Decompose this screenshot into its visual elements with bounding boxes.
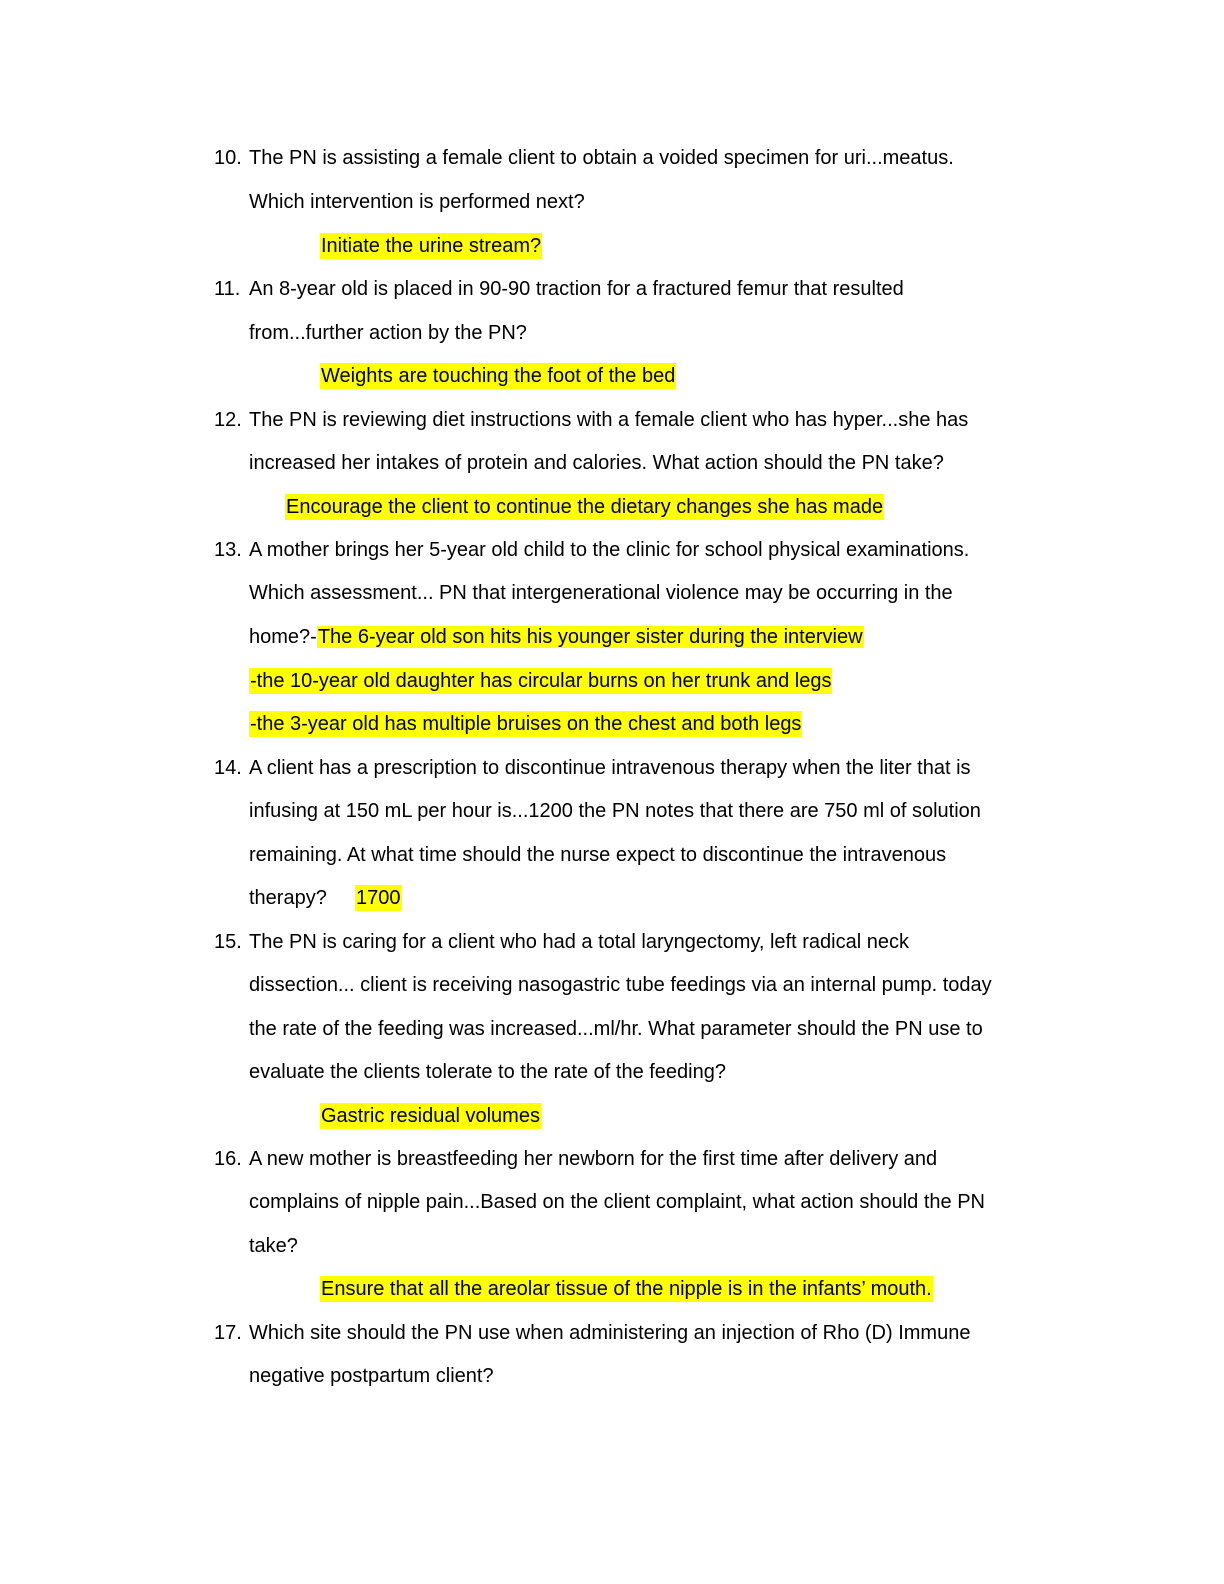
question-text-line: Which site should the PN use when administering an injection of Rho (D) Immune (249, 1322, 971, 1344)
highlighted-answer: -the 3-year old has multiple bruises on the chest and both legs (250, 713, 802, 735)
question-text-line: The PN is caring for a client who had a total laryngectomy, left radical neck (249, 931, 909, 953)
question-text-line: evaluate the clients tolerate to the rate of the feeding? (249, 1061, 726, 1083)
question-text-line: The PN is reviewing diet instructions with a female client who has hyper...she has (249, 409, 969, 431)
question-number: 12. (214, 409, 242, 431)
highlighted-answer: 1700 (356, 887, 401, 909)
highlighted-answer: Initiate the urine stream? (321, 235, 542, 257)
question-text-line: increased her intakes of protein and calories. What action should the PN take? (249, 452, 944, 474)
question-text-line: A client has a prescription to discontinue intravenous therapy when the liter that is (249, 757, 971, 779)
question-text-line: A mother brings her 5-year old child to the clinic for school physical examinations. (249, 539, 970, 561)
question-text-line: complains of nipple pain...Based on the client complaint, what action should the PN (249, 1191, 985, 1213)
question-text-line: infusing at 150 mL per hour is...1200 the PN notes that there are 750 ml of solution (249, 800, 981, 822)
question-text-line: An 8-year old is placed in 90-90 traction for a fractured femur that resulted (249, 278, 904, 300)
question-text-line: The PN is assisting a female client to obtain a voided specimen for uri...meatus. (249, 147, 954, 169)
highlighted-answer: Gastric residual volumes (321, 1105, 540, 1127)
question-number: 13. (214, 539, 242, 561)
question-text-line: take? (249, 1235, 298, 1257)
question-number: 15. (214, 931, 242, 953)
question-text-line (249, 624, 864, 650)
question-text-line: remaining. At what time should the nurse expect to discontinue the intravenous (249, 844, 947, 866)
question-text-line: from...further action by the PN? (249, 322, 527, 344)
question-text-line: A new mother is breastfeeding her newborn for the first time after delivery and (249, 1148, 938, 1170)
highlighted-answer: The 6-year old son hits his younger sister during the interview (317, 626, 863, 648)
question-number: 16. (214, 1148, 242, 1170)
question-number: 14. (214, 757, 242, 779)
question-text-line: Which assessment... PN that intergenerational violence may be occurring in the (249, 582, 953, 604)
question-number: 11. (214, 278, 241, 300)
question-number: 17. (214, 1322, 242, 1344)
question-text-line: Which intervention is performed next? (249, 191, 585, 213)
question-text-prefix: home?- (249, 626, 317, 648)
question-number: 10. (214, 147, 242, 169)
question-text-line: negative postpartum client? (249, 1365, 494, 1387)
question-text-line: dissection... client is receiving nasogastric tube feedings via an internal pump. today (249, 974, 992, 996)
highlighted-answer: Weights are touching the foot of the bed (321, 365, 676, 387)
highlighted-answer: Ensure that all the areolar tissue of the nipple is in the infants’ mouth. (321, 1278, 932, 1300)
question-text-line: the rate of the feeding was increased...ml/hr. What parameter should the PN use to (249, 1018, 983, 1040)
highlighted-answer: Encourage the client to continue the dietary changes she has made (286, 496, 884, 518)
question-text-prefix: therapy? (249, 887, 327, 909)
highlighted-answer: -the 10-year old daughter has circular burns on her trunk and legs (250, 670, 832, 692)
